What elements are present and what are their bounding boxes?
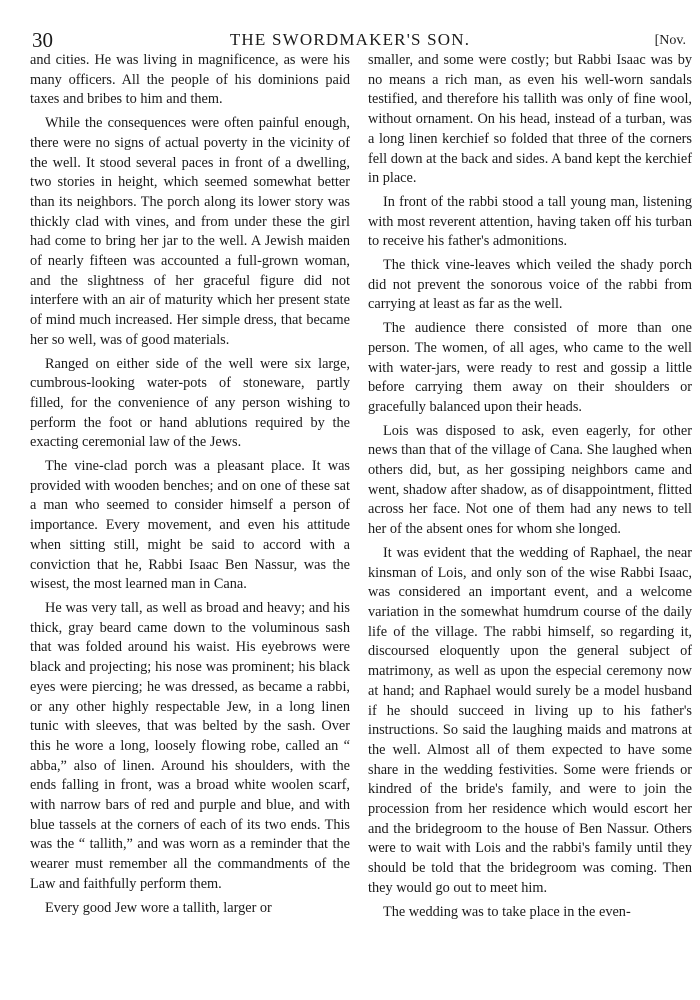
paragraph: smaller, and some were costly; but Rabbi Isaac was by no means a rich man, as even his well-worn sandals testified, and therefore his tallith was only of fine wool, without ornament. On his head, instead of a turban, was a long linen kerchief so folded that three of the corners fell down at the back and sides. A band kept the kerchief in place. <box>368 52 692 187</box>
running-title: THE SWORDMAKER'S SON. <box>229 30 471 49</box>
issue-month: [Nov. <box>654 33 686 48</box>
paragraph: Every good Jew wore a tallith, larger or <box>45 899 272 916</box>
paragraph: Ranged on either side of the well were six large, cumbrous-looking water-pots of stoneware, partly filled, for the convenience of any person wishing to perform the foot or hand ablutions required by the exacting ceremonial law of the Jews. <box>30 355 350 451</box>
paragraph: While the consequences were often painful enough, there were no signs of actual poverty in the vicinity of the well. It stood several paces in front of a dwelling, two stories in height, which seemed somewhat better than its neighbors. The porch along its lower story was thickly clad with vines, and from under these the girl had come to bring her jar to the well. A Jewish maiden of nearly fifteen was accounted a full-grown woman, and the slightness of her graceful figure did not interfere with an air of maturity which her present state of mind much increased. Her simple dress, that became her so well, was of good materials. <box>30 115 350 348</box>
paragraph: In front of the rabbi stood a tall young man, listening with most reverent attention, having taken off his turban to receive his father's admonitions. <box>368 193 692 250</box>
right-column <box>368 51 692 926</box>
paragraph: He was very tall, as well as broad and heavy; and his thick, gray beard came down to the voluminous sash that was folded around his waist. His eyebrows were black and projecting; his nose was prominent; his black eyes were piercing; he was dressed, as became a rabbi, or any other highly respectable Jew, in a long linen tunic with sleeves, that was belted by the sash. Over this he wore a long, loosely flowing robe, called an “ abba,” also of linen. Around his shoulders, with the ends falling in front, was a broad white woolen scarf, with narrow bars of red and purple and blue, and with blue tassels at the corners of each of its two ends. This was the “ tallith,” and was worn as a reminder that the wearer must remember all the commandments of the Law and faithfully perform them. <box>30 599 350 892</box>
running-header <box>0 26 700 54</box>
left-column <box>30 51 350 922</box>
paragraph: and cities. He was living in magnificence, as were his many officers. All the people of his dominions paid taxes and bribes to him and them. <box>30 52 350 108</box>
paragraph: The wedding was to take place in the even- <box>383 903 631 920</box>
paragraph: It was evident that the wedding of Raphael, the near kinsman of Lois, and only son of the wise Rabbi Isaac, was considered an important event, and a welcome variation in the somewhat humdrum course of the daily life of the village. The rabbi himself, so regarding it, discoursed eloquently upon the general subject of matrimony, as well as upon the especial ceremony now at hand; and Raphael would surely be a model husband if he should succeed in living up to his father's instructions. So said the laughing maids and matrons at the well. Almost all of them expected to have some share in the wedding festivities. Some were friends or kindred of the bride's family, and were to join the procession from her residence which would escort her and the bridegroom to the house of Ben Nassur. Others were to wait with Lois and the rabbi's family until they should be told that the bridegroom was coming. Then they would go out to meet him. <box>368 544 692 896</box>
paragraph: The vine-clad porch was a pleasant place. It was provided with wooden benches; and on one of these sat a man who seemed to consider himself a person of importance. Every movement, and even his attitude when sitting still, might be said to accord with a conviction that he, Rabbi Isaac Ben Nassur, was the wisest, the most learned man in Cana. <box>30 458 350 593</box>
paragraph: The audience there consisted of more than one person. The women, of all ages, who came to the well with water-jars, were ready to rest and gossip a little before carrying them away on their shoulders or gracefully balanced upon their heads. <box>368 320 692 415</box>
paragraph: The thick vine-leaves which veiled the shady porch did not prevent the sonorous voice of the rabbi from carrying at least as far as the well. <box>368 257 692 313</box>
page-number: 30 <box>32 28 53 52</box>
paragraph: Lois was disposed to ask, even eagerly, for other news than that of the village of Cana. She laughed when others did, but, as her gossiping neighbors came and went, shadow after shadow, as of disappointment, flitted across her face. Not one of them had any news to tell her of the absent ones for whom she longed. <box>368 422 692 538</box>
